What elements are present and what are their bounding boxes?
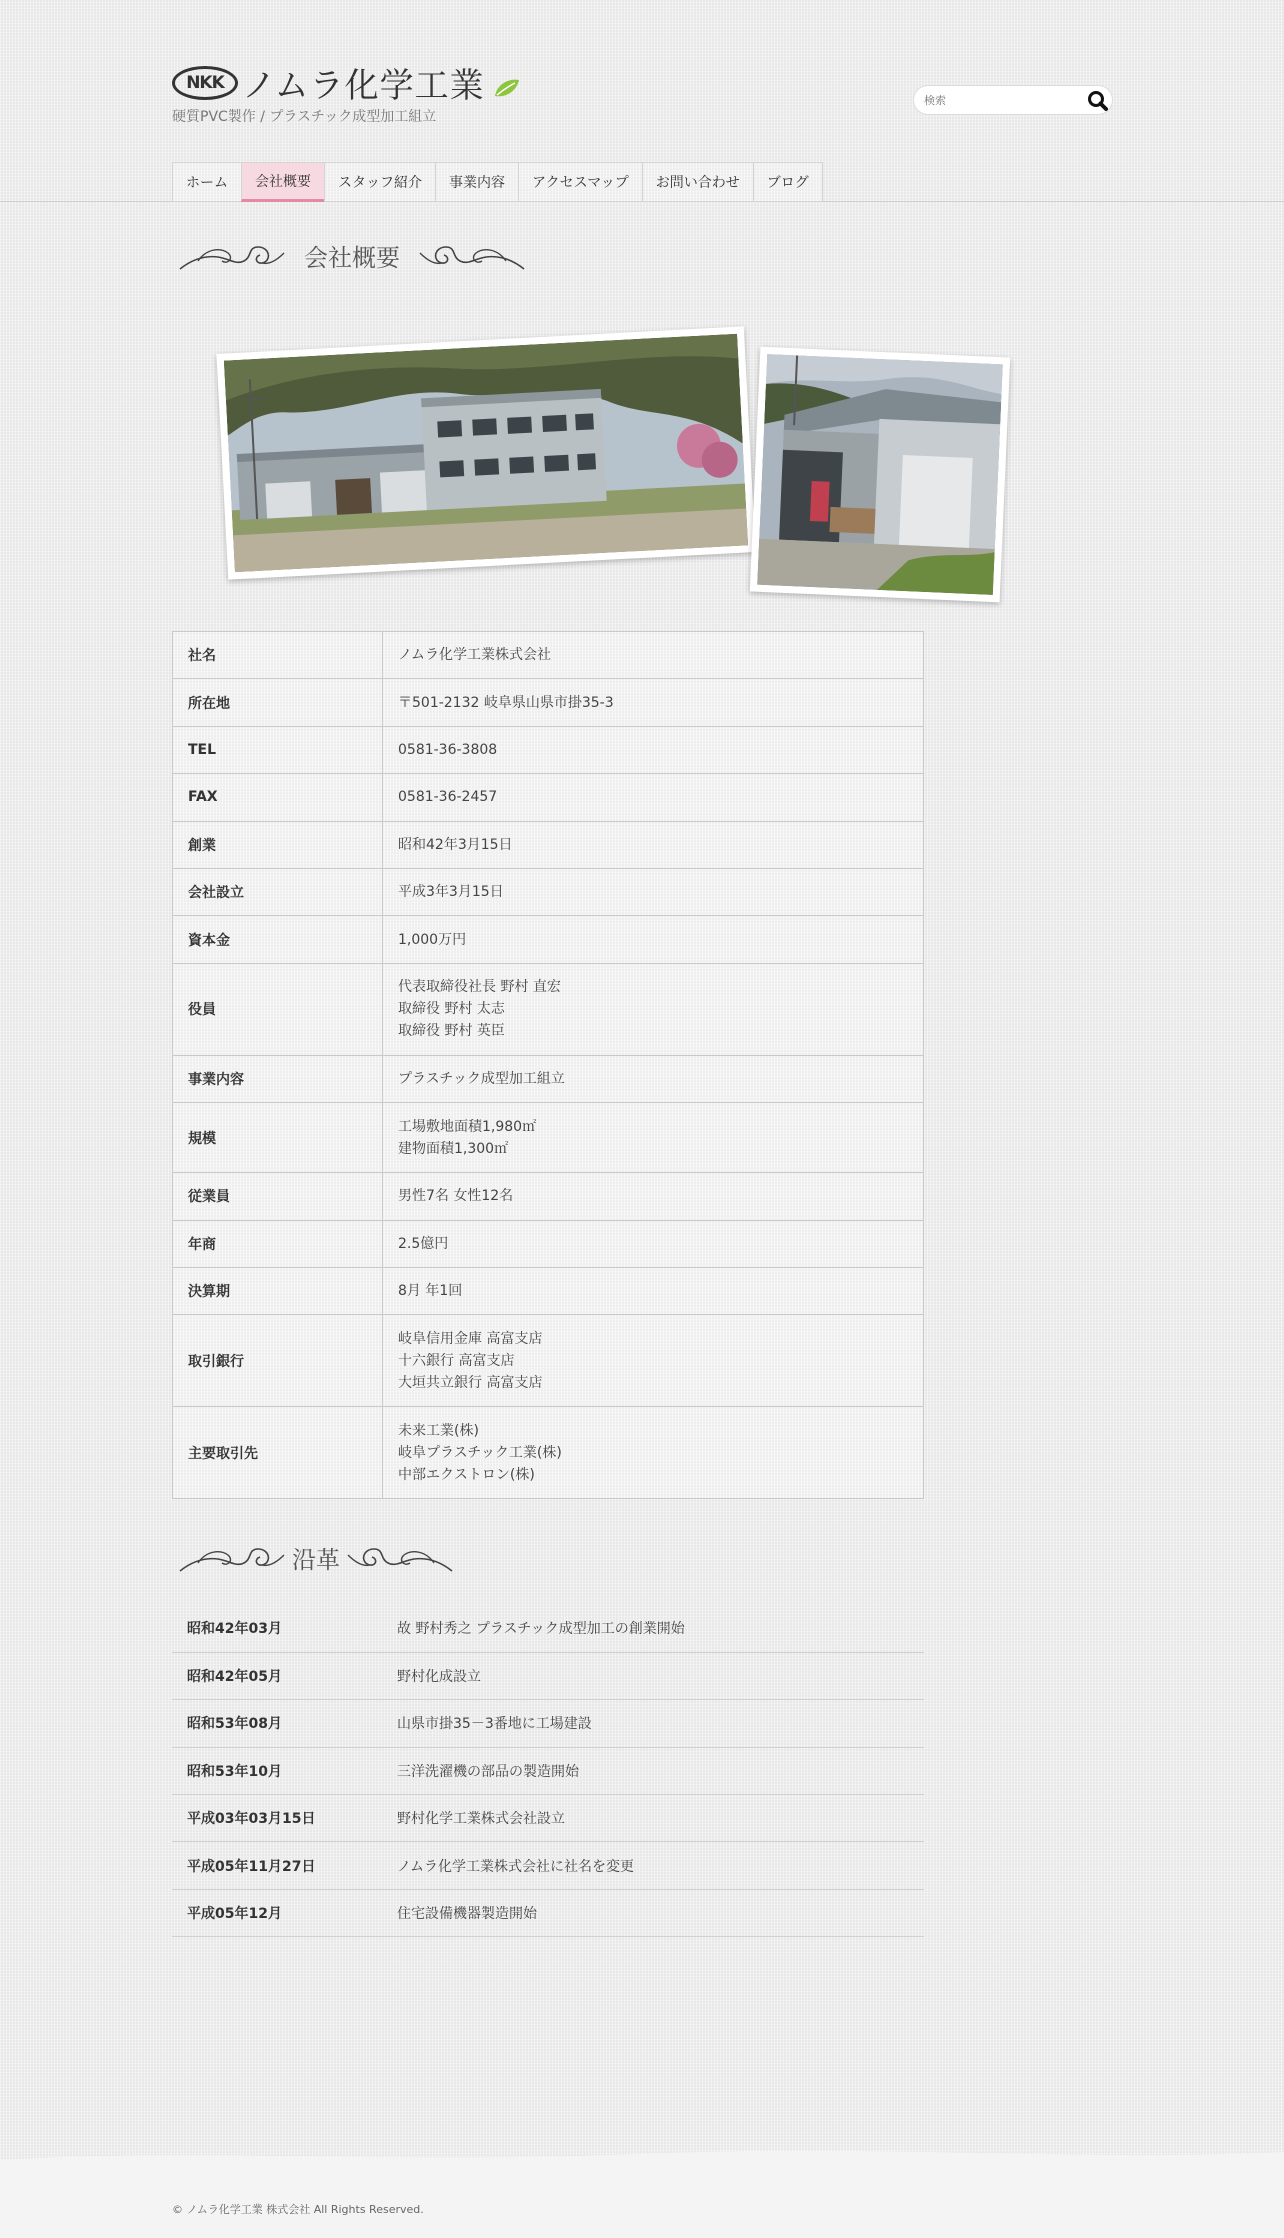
profile-value-line: 昭和42年3月15日 [398,836,513,853]
factory-main-image [224,334,748,573]
profile-value [383,1315,924,1407]
profile-key: 事業内容 [173,1055,383,1102]
history-heading [178,1540,454,1575]
factory-photo-main [216,326,755,579]
profile-key: 決算期 [173,1267,383,1314]
history-date: 昭和53年10月 [172,1747,382,1794]
history-event: 野村化成設立 [382,1652,924,1699]
nav-item-2[interactable]: スタッフ紹介 [324,162,435,202]
profile-value-line: 取締役 野村 英臣 [398,1023,505,1040]
search-box[interactable] [913,85,1113,115]
factory-side-image [757,354,1003,595]
profile-key: 役員 [173,963,383,1055]
profile-row [173,632,924,679]
history-date: 平成05年11月27日 [172,1842,382,1889]
profile-value-line: ノムラ化学工業株式会社 [398,647,552,664]
profile-row [173,963,924,1055]
profile-value-line: 建物面積1,300㎡ [398,1140,509,1157]
history-row [172,1605,924,1652]
history-row [172,1700,924,1747]
history-date: 平成05年12月 [172,1889,382,1936]
history-date: 平成03年03月15日 [172,1795,382,1842]
profile-value-line: 代表取締役社長 野村 直宏 [398,979,561,996]
profile-value [383,963,924,1055]
logo-text: ノムラ化学工業 [242,66,485,106]
history-event: 故 野村秀之 プラスチック成型加工の創業開始 [382,1605,924,1652]
profile-row [173,774,924,821]
ornament-right-icon [418,239,526,273]
profile-value [383,1407,924,1499]
ornament-left-icon [178,1541,286,1575]
profile-value [383,916,924,963]
leaf-icon [493,76,521,100]
profile-value-line: 2.5億円 [398,1235,449,1252]
copyright-text: © ノムラ化学工業 株式会社 All Rights Reserved. [172,2203,424,2216]
profile-value [383,679,924,726]
profile-value-line: プラスチック成型加工組立 [398,1070,565,1087]
history-row [172,1747,924,1794]
profile-row [173,1173,924,1220]
profile-value-line: 中部エクストロン(株) [398,1466,535,1483]
profile-key: TEL [173,726,383,773]
history-row [172,1652,924,1699]
nav-item-4[interactable]: アクセスマップ [518,162,642,202]
profile-row [173,821,924,868]
nav-item-3[interactable]: 事業内容 [435,162,518,202]
profile-row [173,1103,924,1173]
profile-value [383,726,924,773]
nav-item-5[interactable]: お問い合わせ [642,162,753,202]
ornament-left-icon [178,239,286,273]
nav-item-1[interactable]: 会社概要 [241,162,324,202]
history-row [172,1842,924,1889]
logo-badge: NKK [172,66,238,100]
company-profile-table [172,631,924,1499]
profile-value-line: 十六銀行 高富支店 [398,1352,515,1369]
profile-value [383,1267,924,1314]
profile-value-line: 8月 年1回 [398,1283,463,1300]
profile-key: 規模 [173,1103,383,1173]
footer [0,2160,1284,2238]
profile-value-line: 岐阜プラスチック工業(株) [398,1444,562,1461]
profile-row [173,1055,924,1102]
profile-value [383,774,924,821]
history-event: 住宅設備機器製造開始 [382,1889,924,1936]
site-tagline: 硬質PVC製作 / プラスチック成型加工組立 [172,109,437,125]
factory-photo-side [750,347,1010,603]
profile-key: 社名 [173,632,383,679]
profile-key: 資本金 [173,916,383,963]
profile-value [383,1103,924,1173]
history-event: 野村化学工業株式会社設立 [382,1795,924,1842]
main-nav [172,162,823,202]
profile-value-line: 0581-36-2457 [398,789,498,806]
profile-value-line: 1,000万円 [398,931,467,948]
profile-value [383,1220,924,1267]
profile-key: 会社設立 [173,868,383,915]
ornament-right-icon [346,1541,454,1575]
profile-row [173,916,924,963]
history-table [172,1605,924,1937]
history-date: 昭和42年03月 [172,1605,382,1652]
profile-value [383,868,924,915]
profile-section-title: 会社概要 [304,244,400,272]
history-section-title: 沿革 [292,1546,340,1574]
profile-value [383,632,924,679]
profile-value-line: 0581-36-3808 [398,741,498,758]
profile-value-line: 男性7名 女性12名 [398,1188,514,1205]
history-event: ノムラ化学工業株式会社に社名を変更 [382,1842,924,1889]
profile-value-line: 〒501-2132 岐阜県山県市掛35-3 [398,694,614,711]
profile-value-line: 工場敷地面積1,980㎡ [398,1118,537,1135]
profile-row [173,868,924,915]
profile-value-line: 岐阜信用金庫 高富支店 [398,1330,543,1347]
profile-value [383,1055,924,1102]
history-date: 昭和53年08月 [172,1700,382,1747]
history-event: 三洋洗濯機の部品の製造開始 [382,1747,924,1794]
history-row [172,1889,924,1936]
nav-item-6[interactable]: ブログ [753,162,823,202]
profile-value-line: 取締役 野村 太志 [398,1001,505,1018]
profile-row [173,1407,924,1499]
site-logo[interactable] [172,58,521,107]
profile-value-line: 大垣共立銀行 高富支店 [398,1374,543,1391]
profile-row [173,1267,924,1314]
profile-key: 主要取引先 [173,1407,383,1499]
profile-value-line: 未来工業(株) [398,1422,479,1439]
search-input[interactable] [924,94,1074,107]
profile-key: 従業員 [173,1173,383,1220]
profile-row [173,1315,924,1407]
history-event: 山県市掛35－3番地に工場建設 [382,1700,924,1747]
profile-row [173,679,924,726]
profile-row [173,726,924,773]
search-icon[interactable] [1084,87,1112,115]
profile-row [173,1220,924,1267]
profile-heading [178,238,526,273]
profile-value [383,1173,924,1220]
profile-key: 取引銀行 [173,1315,383,1407]
profile-key: 所在地 [173,679,383,726]
profile-key: FAX [173,774,383,821]
profile-key: 年商 [173,1220,383,1267]
history-date: 昭和42年05月 [172,1652,382,1699]
profile-value [383,821,924,868]
profile-value-line: 平成3年3月15日 [398,884,504,901]
nav-item-0[interactable]: ホーム [172,162,241,202]
profile-key: 創業 [173,821,383,868]
history-row [172,1795,924,1842]
